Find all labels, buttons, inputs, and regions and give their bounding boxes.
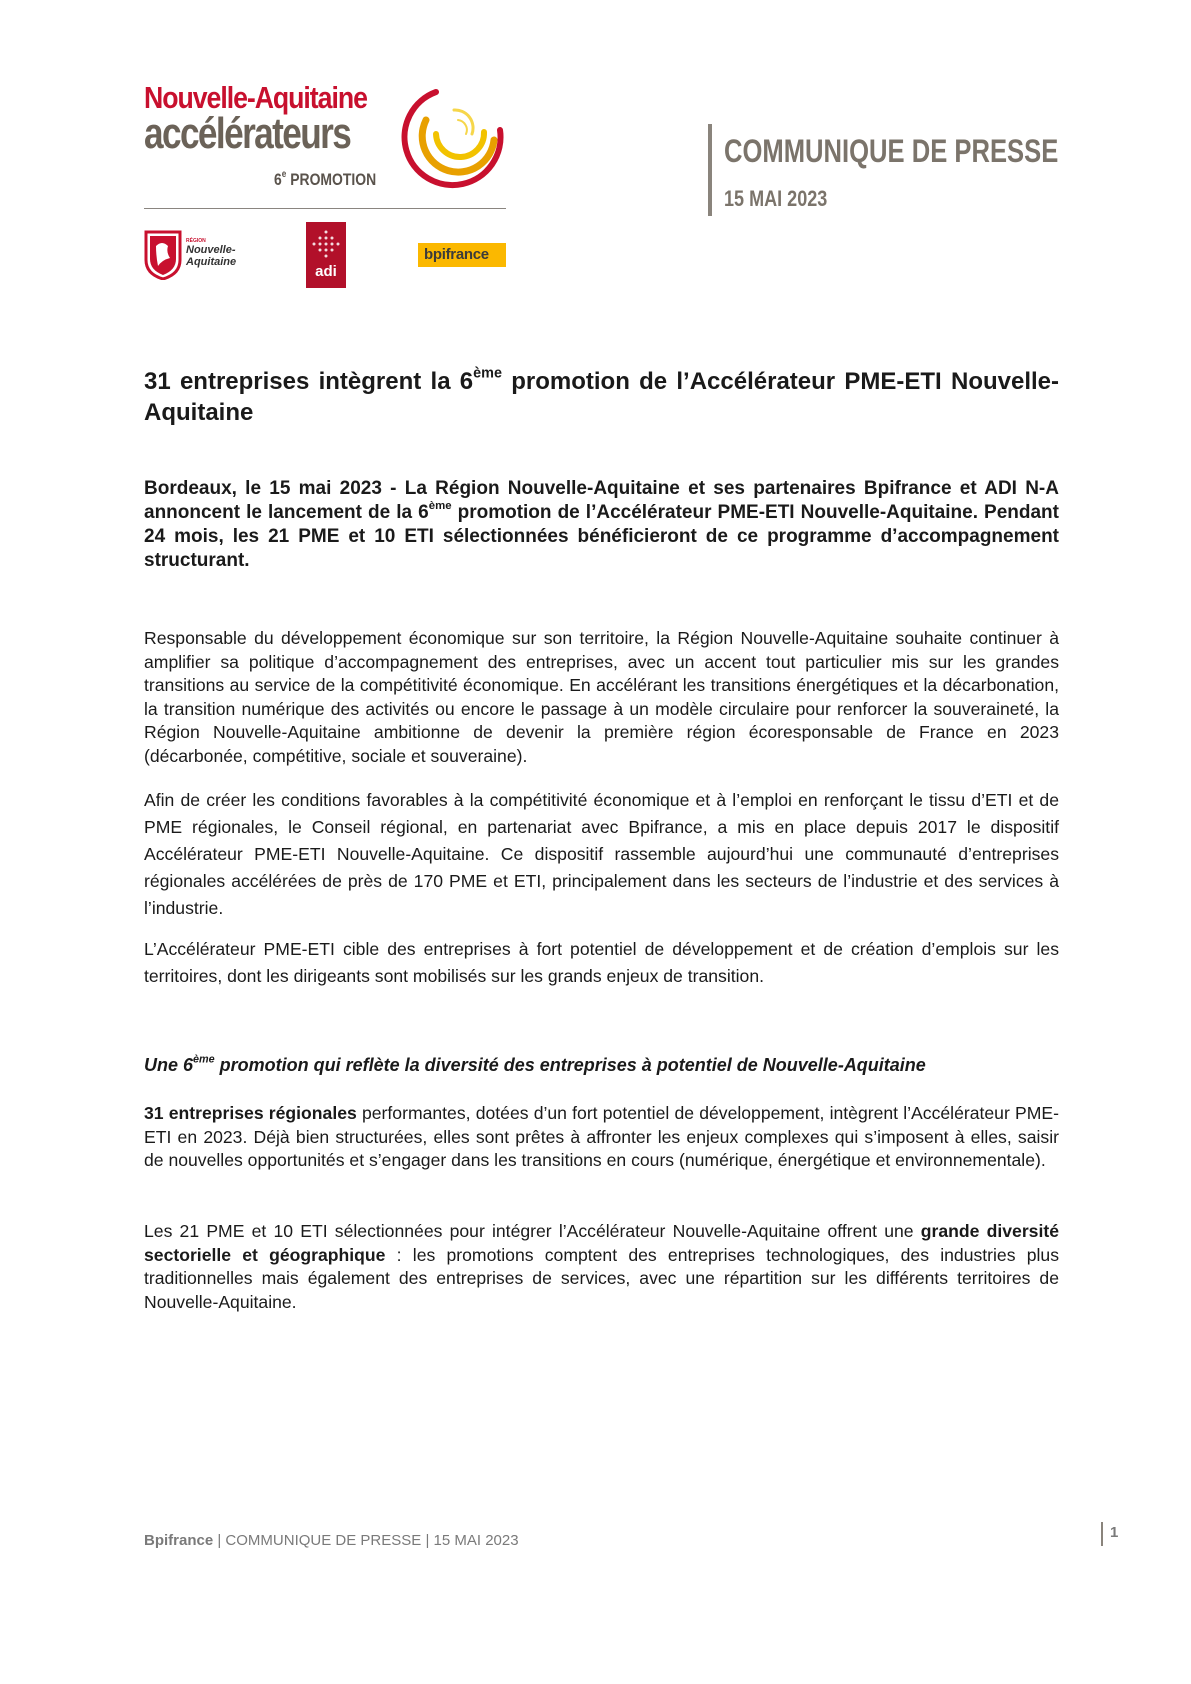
para4-rest: performantes, dotées d’un fort potentiel de développement, intègrent l’Accélérateur PME-ETI en 2023. Déjà bien structurées, elles sont prêtes à affronter les enjeux complexes qui s’imposent à elles, saisir de nouvelles opportunités et s’engager dans les transitions en cours (numérique, énergétique et environnementale). bbox=[144, 1103, 1059, 1171]
para5-part2: : les promotions comptent des entreprises technologiques, des industries plus traditionnelles mais également des entreprises de services, avec une répartition sur les différents territoires de Nouvelle-Aquitaine. bbox=[144, 1244, 1060, 1312]
subhead-part1: Une 6 bbox=[144, 1055, 194, 1075]
subhead-part2: promotion qui reflète la diversité des entreprises à potentiel de Nouvelle-Aquitaine bbox=[214, 1055, 926, 1075]
para4-bold: 31 entreprises régionales bbox=[144, 1103, 357, 1123]
adi-logo bbox=[306, 222, 346, 288]
brand-line1: Nouvelle-Aquitaine bbox=[144, 80, 367, 115]
subhead-sup: ème bbox=[193, 1053, 215, 1066]
paragraph-3: L’Accélérateur PME-ETI cible des entreprises à fort potentiel de développement et de création d’emplois sur les territoires, dont les dirigeants sont mobilisés sur les grands enjeux de transition. bbox=[144, 939, 1059, 986]
region-name-2: Aquitaine bbox=[186, 256, 237, 268]
lead-part2: promotion de l’Accélérateur PME-ETI Nouvelle-Aquitaine. Pendant 24 mois, les 21 PME et 10 ETI sélectionnées bénéficieront de ce programme d’accompagnement structurant. bbox=[144, 502, 1059, 571]
page-footer bbox=[144, 1532, 519, 1549]
press-header-bar bbox=[708, 124, 712, 216]
footer-brand: Bpifrance bbox=[144, 1532, 214, 1549]
footer-text: | COMMUNIQUE DE PRESSE | 15 MAI 2023 bbox=[213, 1532, 519, 1549]
press-title: COMMUNIQUE DE PRESSE bbox=[724, 133, 1059, 169]
paragraph-4 bbox=[144, 1102, 1059, 1173]
brand-promo-sup: e bbox=[281, 169, 287, 180]
region-nouvelle-aquitaine-logo bbox=[144, 230, 244, 280]
brand-promo-num: 6 bbox=[274, 170, 282, 189]
section-subheading bbox=[144, 1053, 1059, 1077]
region-logo-text bbox=[186, 238, 236, 268]
swirl-icon bbox=[396, 80, 510, 194]
brand-promo-label: PROMOTION bbox=[290, 170, 377, 189]
page-number: 1 bbox=[1110, 1524, 1119, 1541]
title-sup: ème bbox=[473, 365, 502, 382]
brand-line2: accélérateurs bbox=[144, 109, 351, 158]
title-part1: 31 entreprises intègrent la 6 bbox=[144, 368, 474, 395]
bpifrance-label: bpifrance bbox=[424, 246, 489, 263]
region-small-label: RÉGION bbox=[186, 238, 206, 244]
paragraph-2: Afin de créer les conditions favorables à la compétitivité économique et à l’emploi en renforçant le tissu d’ETI et de PME régionales, le Conseil régional, en partenariat avec Bpifrance, a mis en place depuis 2017 le dispositif Accélérateur PME-ETI Nouvelle-Aquitaine. Ce dispositif rassemble aujourd’hui une communauté d’entreprises régionales accélérées de près de 170 PME et ETI, principalement dans les secteurs de l’industrie et des services à l’industrie. bbox=[144, 790, 1059, 918]
article-lead bbox=[144, 477, 1059, 573]
page-number-bar bbox=[1101, 1522, 1103, 1546]
adi-label: adi bbox=[315, 263, 337, 280]
press-date: 15 MAI 2023 bbox=[724, 186, 828, 211]
bpifrance-logo bbox=[418, 243, 506, 267]
para5-part1: Les 21 PME et 10 ETI sélectionnées pour intégrer l’Accélérateur Nouvelle-Aquitaine offrent une bbox=[144, 1221, 921, 1241]
article-title bbox=[144, 366, 1059, 428]
adi-cross-icon bbox=[306, 224, 346, 264]
header-divider bbox=[144, 208, 506, 209]
region-name-1: Nouvelle- bbox=[186, 244, 236, 256]
lion-shield-icon bbox=[144, 230, 182, 280]
lead-sup: ème bbox=[428, 499, 452, 512]
paragraph-5 bbox=[144, 1220, 1059, 1314]
brand-promotion bbox=[274, 170, 376, 190]
lead-part1: Bordeaux, le 15 mai 2023 - La Région Nouvelle-Aquitaine et ses partenaires Bpifrance et ADI N-A annoncent le lancement de la 6 bbox=[144, 478, 1059, 523]
paragraph-1: Responsable du développement économique sur son territoire, la Région Nouvelle-Aquitaine souhaite continuer à amplifier sa politique d’accompagnement des entreprises, avec un accent tout particulier mis sur les grandes transitions au service de la compétitivité économique. En accélérant les transitions énergétiques et la décarbonation, la transition numérique des activités ou encore le passage à un modèle circulaire pour renforcer la souveraineté, la Région Nouvelle-Aquitaine ambitionne de devenir la première région écoresponsable de France en 2023 (décarbonée, compétitive, sociale et souveraine). bbox=[144, 628, 1059, 766]
title-part2: promotion de l’Accélérateur PME-ETI Nouvelle-Aquitaine bbox=[144, 368, 1060, 426]
accelerateurs-logo bbox=[144, 80, 510, 210]
para5-bold: grande diversité sectorielle et géographique bbox=[144, 1221, 1059, 1265]
